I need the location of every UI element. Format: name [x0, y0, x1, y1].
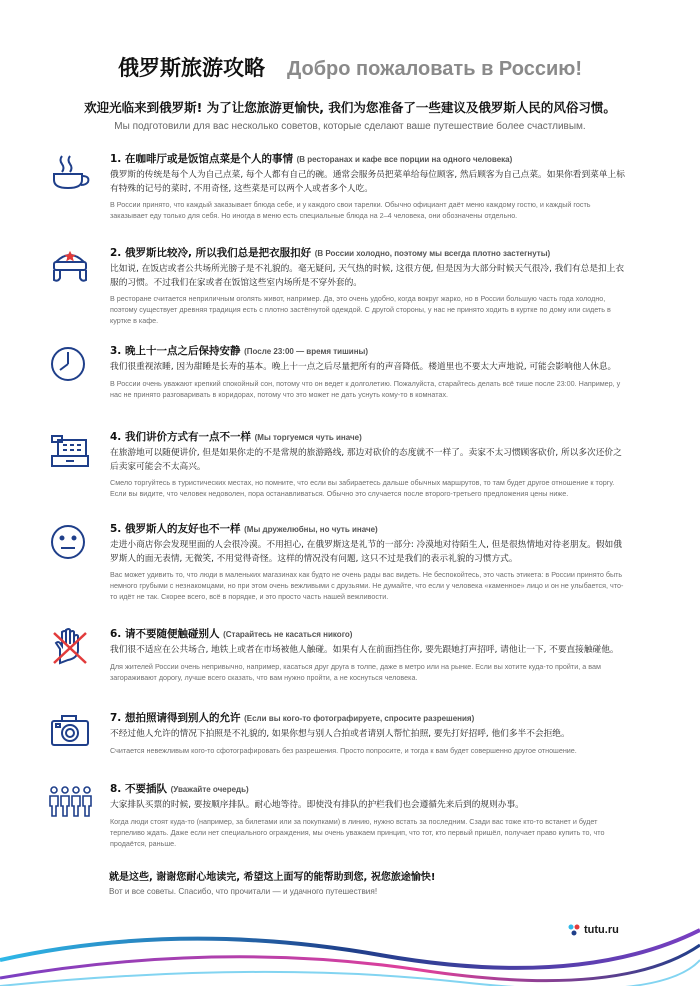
- tip-text-russian: Считается невежливым кого-то сфотографировать без разрешения. Просто попросите, и тогда к вам будет совершенно другое отношение.: [110, 745, 577, 755]
- brand-logo: [567, 923, 619, 937]
- no-touch-hand-icon: [48, 627, 92, 667]
- tip-title: 5. 俄罗斯人的友好也不一样: [110, 523, 241, 535]
- clock-icon: [48, 344, 92, 384]
- tip-5: [48, 522, 628, 602]
- tip-text-russian: Смело торгуйтесь в туристических местах, но помните, что если вы забираетесь дальше обычных маршрутов, то там будет другое отношение к торгу. Если вы видите, что человек недоволен, пора останавливаться. Обычно это случается после второго-третьего предложения цены ниже.: [110, 478, 615, 498]
- tip-text-chinese: 俄罗斯的传统是每个人为自己点菜, 每个人都有自己的碗。通常会服务员把菜单给每位顾客, 然后顾客为自己点菜。如果你看到菜单上标有特殊的记号的菜时, 不用奇怪, 这些菜是可以两个人或者多个人吃。: [110, 170, 625, 194]
- tip-title: 4. 我们讲价方式有一点不一样: [110, 431, 251, 443]
- tip-text-chinese: 我们很重视浓睡, 因为甜睡是长寿的基本。晚上十一点之后尽量把所有的声音降低。楼道里也不要太大声地说, 可能会影响他人休息。: [110, 362, 617, 372]
- tip-title: 3. 晚上十一点之后保持安静: [110, 345, 241, 357]
- cash-register-icon: [48, 430, 92, 470]
- tip-text-russian: В России принято, что каждый заказывает блюда себе, и у каждого свои тарелки. Обычно официант даёт меню каждому гостю, и каждый гость заказывает еду только для себя. Но иногда в меню есть специальные блюда на 2–4 человека, они обозначены отдельно.: [110, 200, 591, 220]
- tutu-logo-icon: [567, 923, 581, 937]
- tip-7: [48, 711, 628, 756]
- tip-title: 8. 不要插队: [110, 783, 167, 795]
- tip-subtitle: (После 23:00 — время тишины): [244, 347, 369, 356]
- tip-subtitle: (Старайтесь не касаться никого): [223, 630, 353, 639]
- intro: [0, 98, 700, 132]
- tip-text-russian: Вас может удивить то, что люди в маленьких магазинах как будто не очень рады вас видеть. Не беспокойтесь, это часть этикета: в России принято быть немного грубыми с незнакомцами, но при этом очень вежливыми с друзьями. Не думайте, что если у человека «каменное» лицо и он не улыбается, что-то идёт не так. Скорее всего, всё в порядке, и это просто часть нашей вежливости.: [110, 570, 624, 601]
- brand-name: tutu.ru: [584, 924, 619, 936]
- tip-6: [48, 627, 628, 683]
- tip-title: 7. 想拍照请得到别人的允许: [110, 712, 241, 724]
- tip-title: 2. 俄罗斯比较冷, 所以我们总是把衣服扣好: [110, 247, 312, 259]
- tip-text-chinese: 不经过他人允许的情况下拍照是不礼貌的, 如果你想与别人合拍或者请别人帮忙拍照, 要先打好招呼, 他们多半不会拒绝。: [110, 729, 570, 739]
- neutral-face-icon: [48, 522, 92, 562]
- page-header: [0, 52, 700, 82]
- closing-chinese: 就是这些, 谢谢您耐心地读完, 希望这上面写的能帮助到您, 祝您旅途愉快!: [109, 872, 436, 883]
- tip-1: [48, 152, 628, 221]
- tip-subtitle: (Мы торгуемся чуть иначе): [254, 433, 362, 442]
- intro-chinese: 欢迎光临来到俄罗斯! 为了让您旅游更愉快, 我们为您准备了一些建议及俄罗斯人民的风俗习惯。: [84, 100, 616, 115]
- coffee-cup-icon: [48, 152, 92, 192]
- tip-2: [48, 246, 628, 326]
- tip-text-russian: Когда люди стоят куда-то (например, за билетами или за покупками) в линию, нужно встать за последним. Сзади вас тоже кто-то встанет и будет терпеливо ждать. Даже если нет специального ограждения, мы очень уважаем принцип, что тот, кто первый пришёл, получает право купить то, что продаётся, раньше.: [110, 816, 605, 848]
- tip-text-russian: В России очень уважают крепкий спокойный сон, потому что он ведет к долголетию. Пожалуйста, старайтесь делать всё тише после 23:00. Например, у нас не принято разговаривать в коридорах, потому что это может не дать уснуть кому-то в комнатах.: [110, 378, 621, 399]
- queue-people-icon: [48, 782, 92, 822]
- tip-title: 1. 在咖啡厅或是饭馆点菜是个人的事情: [110, 153, 293, 165]
- title-russian: Добро пожаловать в Россию!: [286, 58, 583, 80]
- tip-text-chinese: 我们很不适应在公共场合, 地铁上或者在市场被他人触碰。如果有人在前面挡住你, 要先跟她打声招呼, 请他让一下, 不要直接触碰他。: [110, 645, 619, 655]
- tip-text-chinese: 走进小商店你会发现里面的人会很冷漠。不用担心, 在俄罗斯这是礼节的一部分: 冷漠地对待陌生人, 但是很热情地对待老朋友。假如俄罗斯人的面无表情, 无微笑, 不用觉得奇怪。这样的情况没有问题, 这只不过是我们的表示礼貌的习惯方式。: [110, 540, 622, 564]
- closing-russian: Вот и все советы. Спасибо, что прочитали — и удачного путешествия!: [109, 887, 378, 896]
- tip-8: [48, 782, 628, 849]
- ushanka-hat-icon: [48, 246, 92, 286]
- tip-4: [48, 430, 628, 499]
- intro-russian: Мы подготовили для вас несколько советов, которые сделают ваше путешествие более счастливым.: [114, 121, 586, 132]
- tip-subtitle: (В России холодно, поэтому мы всегда плотно застегнуты): [314, 249, 551, 258]
- tip-text-russian: Для жителей России очень непривычно, например, касаться друг друга в толпе, даже в метро или на рынке. Если вы хотите куда-то пройти, а вам загораживают дорогу, лучше всего сказать, что вам нужно пройти, а не коснуться человека.: [110, 661, 601, 682]
- tip-text-chinese: 在旅游地可以随便讲价, 但是如果你走的不是常规的旅游路线, 那边对砍价的态度就不一样了。卖家不太习惯顾客砍价, 所以多次还价之后卖家可能会不太高兴。: [110, 448, 622, 472]
- camera-icon: [48, 711, 92, 751]
- tip-subtitle: (Мы дружелюбны, но чуть иначе): [244, 525, 378, 534]
- tip-subtitle: (Если вы кого-то фотографируете, спросите разрешения): [244, 714, 475, 723]
- tip-text-russian: В ресторане считается неприличным оголять живот, например. Да, это очень удобно, когда вокруг жарко, но в России большую часть года холодно, поэтому существует древняя традиция есть с плотно застёгнутой одеждой. С другой стороны, у нас не принято ходить в куртке по дому или сидеть в куртке в кафе.: [110, 294, 611, 325]
- tip-subtitle: (В ресторанах и кафе все порции на одного человека): [296, 155, 513, 164]
- tip-subtitle: (Уважайте очередь): [170, 785, 249, 794]
- tip-3: [48, 344, 628, 400]
- tip-text-chinese: 大家排队买票的时候, 要按顺序排队。耐心地等待。即使没有排队的护栏我们也会遵循先来后到的规则办事。: [110, 800, 524, 810]
- closing: [109, 868, 649, 896]
- title-chinese: 俄罗斯旅游攻略: [117, 56, 265, 80]
- decorative-wave: [0, 900, 700, 986]
- tip-title: 6. 请不要随便触碰别人: [110, 628, 220, 640]
- tip-text-chinese: 比如说, 在饭店或者公共场所光膀子是不礼貌的。毫无疑问, 天气热的时候, 这很方便, 但是因为大部分时候天气很冷, 我们有总是扣上衣服的习惯。不过我们在家或者在饭馆这些室内场所是不穿外套的。: [110, 264, 625, 288]
